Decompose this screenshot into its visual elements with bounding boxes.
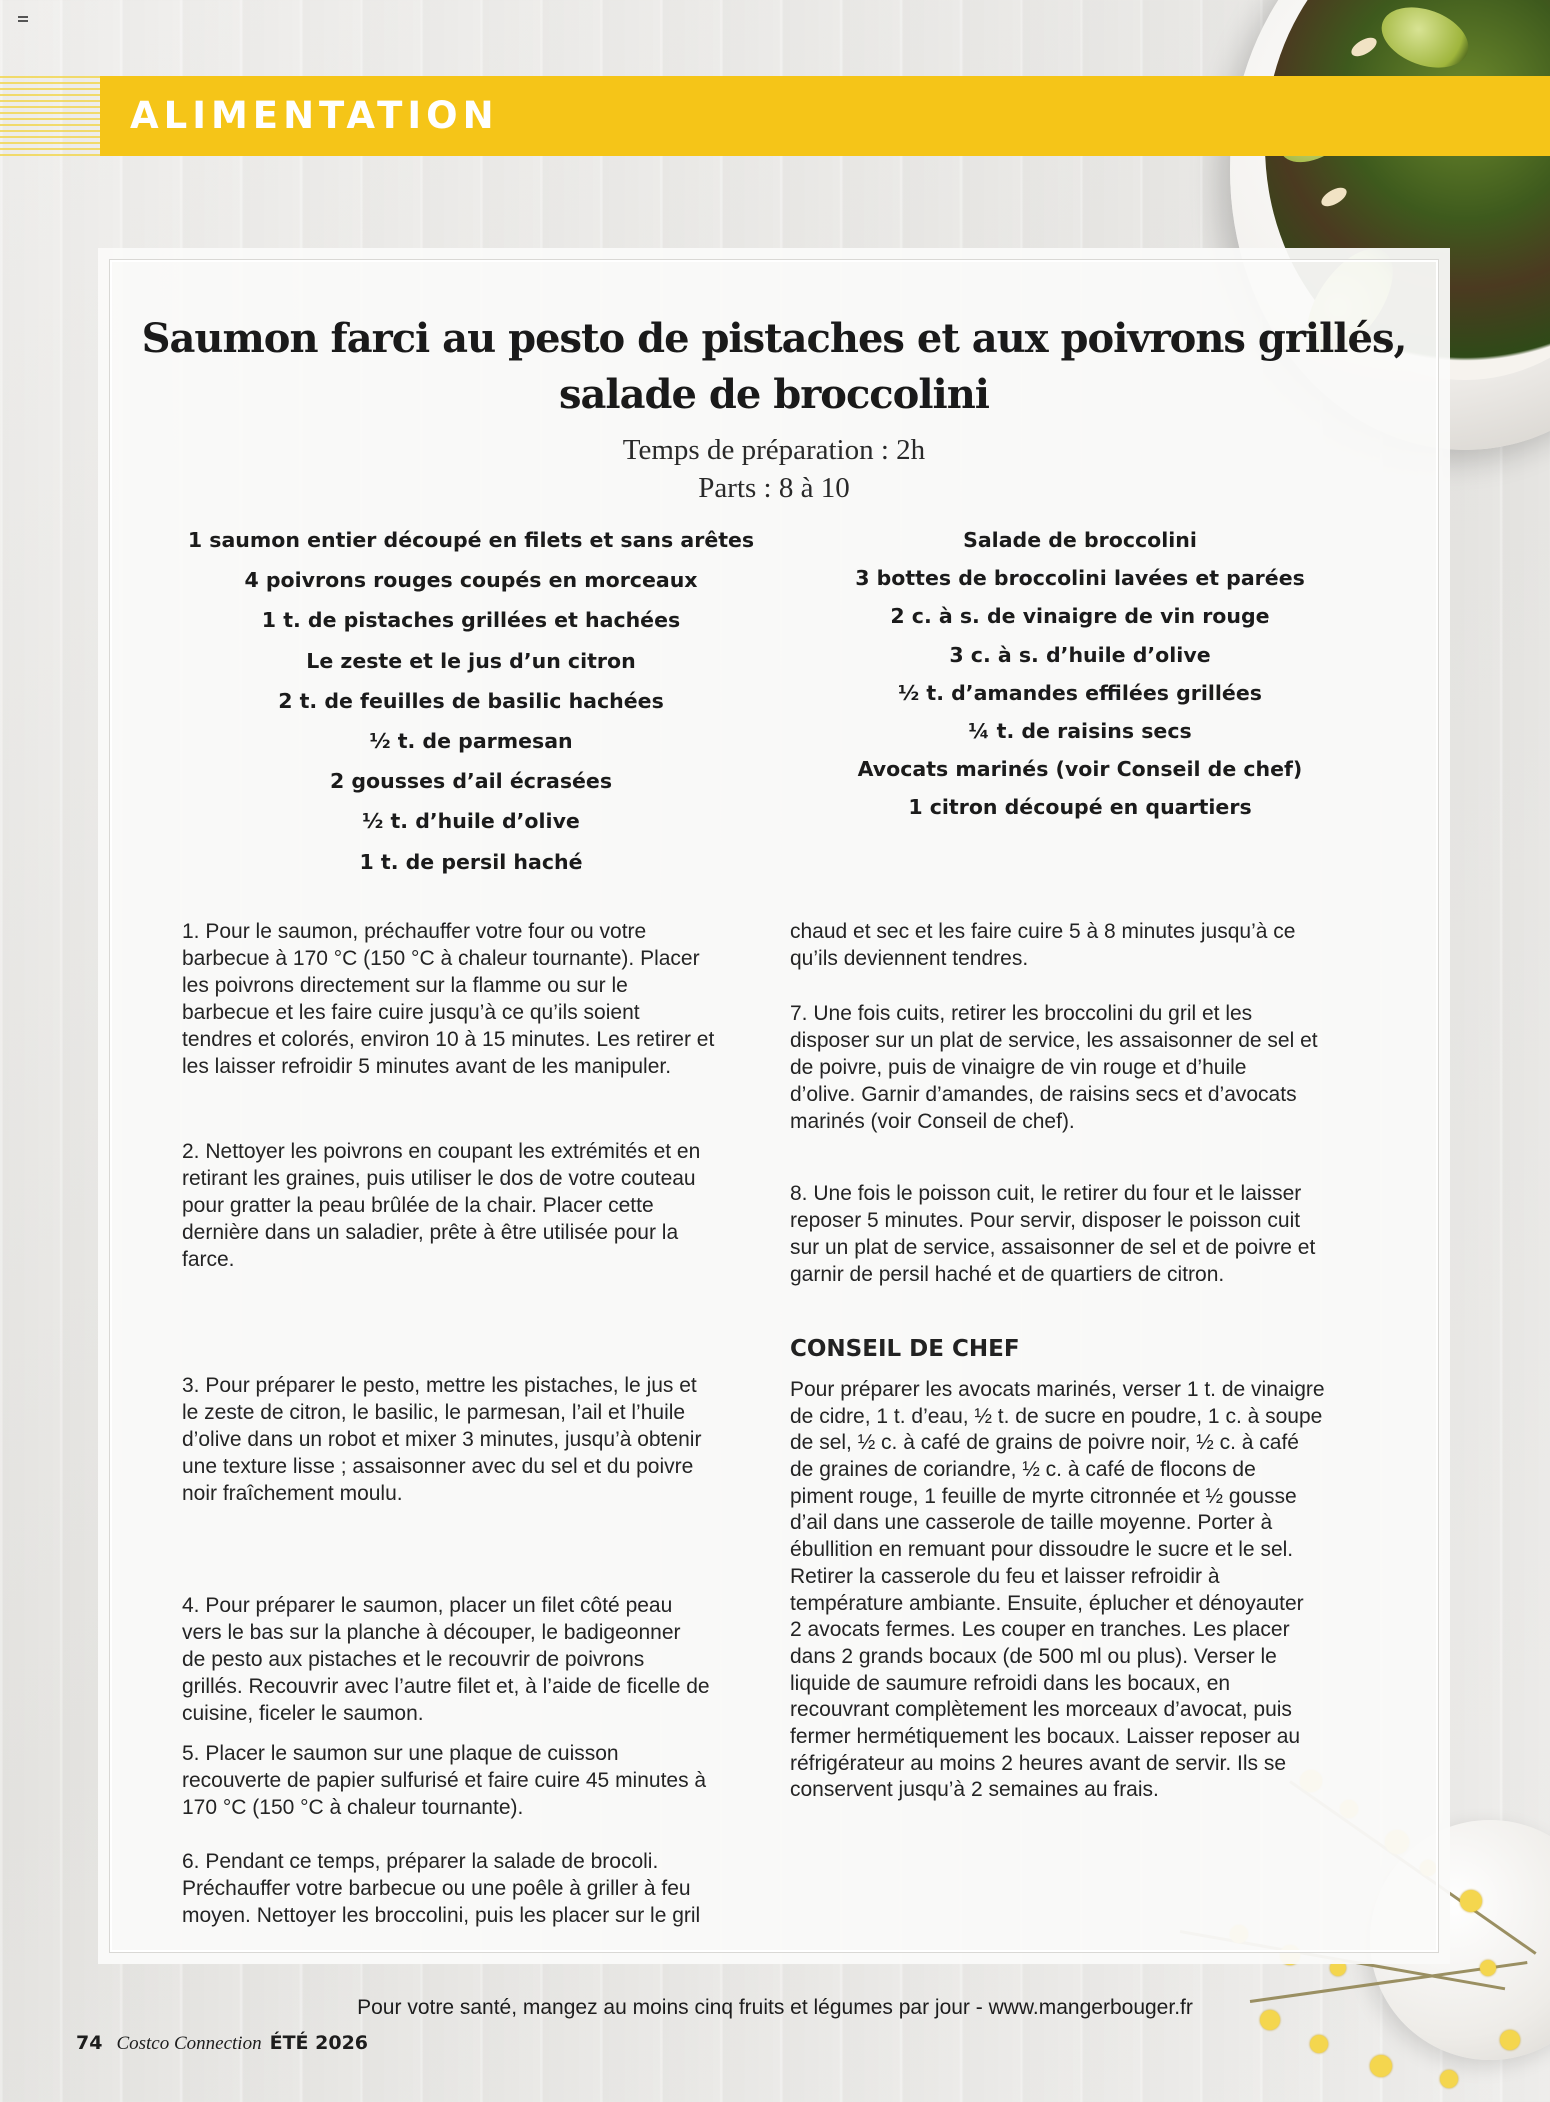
step-line: retirant les graines, puis utiliser le dos de votre couteau [182,1167,696,1190]
recipe-step [182,1848,762,1929]
page-folio [76,2032,368,2055]
chef-tip-line: recouvrant complètement les morceaux d’avocat, puis [790,1698,1292,1722]
section-banner [100,76,1550,156]
step-line: 4. Pour préparer le saumon, placer un filet côté peau [182,1594,673,1617]
prep-time: Temps de préparation : 2h [622,434,926,466]
step-line: 7. Une fois cuits, retirer les broccolini du gril et les [790,1002,1253,1025]
step-line: vers le bas sur la planche à découper, le badigeonner [182,1621,681,1644]
recipe-step [182,1372,762,1507]
step-line: barbecue à 170 °C (150 °C à chaleur tournante). Placer [182,947,700,970]
issue-date: ÉTÉ 2026 [269,2032,369,2054]
banner-stripes [0,76,100,156]
chef-tip-line: température ambiante. Ensuite, éplucher et dénoyauter [790,1591,1304,1615]
step-line: les laisser refroidir 5 minutes avant de les manipuler. [182,1055,672,1078]
recipe-step [182,1592,762,1727]
step-line: qu’ils deviennent tendres. [790,947,1029,970]
step-line: reposer 5 minutes. Pour servir, disposer le poisson cuit [790,1209,1301,1232]
ingredient-item: 2 c. à s. de vinaigre de vin rouge [890,604,1270,629]
recipe-step [790,1180,1370,1288]
step-line: 5. Placer le saumon sur une plaque de cuisson [182,1742,619,1765]
chef-tip-line: Pour préparer les avocats marinés, verser 1 t. de vinaigre [790,1378,1325,1401]
menu-icon [18,16,28,24]
chef-tip-line: conservent jusqu’à 2 semaines au frais. [790,1778,1159,1802]
step-line: de pesto aux pistaches et le recouvrir de poivrons [182,1648,645,1671]
recipe-step [790,1000,1370,1135]
recipe-title [98,311,1450,423]
step-line: d’olive. Garnir d’amandes, de raisins secs et d’avocats [790,1083,1297,1106]
ingredient-item: 3 bottes de broccolini lavées et parées [855,566,1305,591]
ingredient-item: Le zeste et le jus d’un citron [306,648,636,673]
recipe-step [182,1740,762,1821]
ingredient-item: 2 gousses d’ail écrasées [329,769,613,794]
chef-tip-line: fermer hermétiquement les bocaux. Laisser reposer au [790,1724,1301,1748]
ingredient-item: 1 citron découpé en quartiers [908,795,1252,820]
ingredient-item: Avocats marinés (voir Conseil de chef) [857,757,1303,782]
step-line: noir fraîchement moulu. [182,1482,403,1505]
step-line: dernière dans un saladier, prête à être utilisée pour la [182,1221,679,1244]
step-line: recouverte de papier sulfurisé et faire cuire 45 minutes à [182,1769,707,1792]
step-line: tendres et colorés, environ 10 à 15 minutes. Les retirer et [182,1028,715,1051]
chef-tip-line: réfrigérateur au moins 2 heures avant de servir. Ils se [790,1751,1287,1775]
recipe-card [98,248,1450,1964]
step-line: chaud et sec et les faire cuire 5 à 8 minutes jusqu’à ce [790,920,1296,943]
recipe-step [790,918,1370,972]
step-line: les poivrons directement sur la flamme ou sur le [182,974,628,997]
ingredient-item: ½ t. d’amandes effilées grillées [898,680,1262,705]
step-line: une texture lisse ; assaisonner avec du sel et du poivre [182,1455,694,1478]
recipe-step [182,918,762,1080]
section-title: ALIMENTATION [130,94,499,137]
step-line: 1. Pour le saumon, préchauffer votre four ou votre [182,920,647,943]
chef-tip-line: Retirer la casserole du feu et laisser refroidir à [790,1564,1220,1588]
step-line: barbecue et les faire cuire jusqu’à ce qu’ils soient [182,1001,640,1024]
servings: Parts : 8 à 10 [698,472,850,504]
ingredient-item: 1 saumon entier découpé en filets et sans arêtes [187,528,755,552]
ingredient-item: 4 poivrons rouges coupés en morceaux [244,568,698,593]
step-line: 3. Pour préparer le pesto, mettre les pistaches, le jus et [182,1374,697,1397]
chef-tip-line: piment rouge, 1 feuille de myrte citronnée et ½ gousse [790,1484,1297,1508]
step-line: de poivre, puis de vinaigre de vin rouge et d’huile [790,1056,1247,1079]
chef-tip-line: de graines de coriandre, ½ c. à café de flocons de [790,1458,1256,1482]
step-line: 170 °C (150 °C à chaleur tournante). [182,1796,524,1819]
step-line: le zeste de citron, le basilic, le parmesan, l’ail et l’huile [182,1401,686,1424]
recipe-title-line: salade de broccolini [558,371,990,418]
ingredient-item: ½ t. de parmesan [369,729,573,753]
chef-tip-heading: CONSEIL DE CHEF [790,1336,1020,1362]
step-line: d’olive dans un robot et mixer 3 minutes, jusqu’à obtenir [182,1428,702,1451]
ingredient-item: 1 t. de persil haché [359,849,583,874]
step-line: Préchauffer votre barbecue ou une poêle à griller à feu [182,1877,691,1900]
step-line: garnir de persil haché et de quartiers de citron. [790,1263,1225,1286]
step-line: 2. Nettoyer les poivrons en coupant les extrémités et en [182,1140,701,1163]
ingredient-item: 1 t. de pistaches grillées et hachées [261,608,681,633]
ingredient-item: ½ t. d’huile d’olive [362,809,580,834]
chef-tip-body [790,1376,1370,1816]
chef-tip-line: ébullition en remuant pour dissoudre le sucre et le sel. [790,1538,1294,1562]
chef-tip-line: dans 2 grands bocaux (de 500 ml ou plus). Verser le [790,1644,1277,1668]
step-line: disposer sur un plat de service, les assaisonner de sel et [790,1029,1318,1052]
step-line: 6. Pendant ce temps, préparer la salade de brocoli. [182,1850,659,1873]
ingredient-item: ¼ t. de raisins secs [968,719,1192,743]
ingredient-item: Salade de broccolini [963,528,1197,552]
step-line: cuisine, ficeler le saumon. [182,1702,424,1725]
step-line: sur un plat de service, assaisonner de sel et de poivre et [790,1236,1316,1259]
step-line: grillés. Recouvrir avec l’autre filet et, à l’aide de ficelle de [182,1675,710,1698]
health-notice: Pour votre santé, mangez au moins cinq fruits et légumes par jour - www.mangerbouger.fr [357,1996,1193,2019]
chef-tip-line: de sel, ½ c. à café de grains de poivre noir, ½ c. à café [790,1431,1299,1455]
chef-tip-line: d’ail dans une casserole de taille moyenne. Porter à [790,1511,1273,1535]
step-line: marinés (voir Conseil de chef). [790,1110,1075,1133]
page-number: 74 [76,2032,103,2054]
ingredient-item: 2 t. de feuilles de basilic hachées [278,688,664,713]
steps-column-left [182,918,762,1927]
recipe-title-line: Saumon farci au pesto de pistaches et aux poivrons grillés, [141,315,1407,362]
recipe-step [182,1138,762,1273]
ingredient-item: 3 c. à s. d’huile d’olive [949,642,1211,667]
step-line: farce. [182,1248,235,1271]
step-line: moyen. Nettoyer les broccolini, puis les placer sur le gril [182,1904,701,1927]
chef-tip-line: 2 avocats fermes. Les couper en tranches. Les placer [790,1618,1290,1642]
magazine-name: Costco Connection [116,2033,262,2054]
step-line: 8. Une fois le poisson cuit, le retirer du four et le laisser [790,1182,1302,1205]
step-line: pour gratter la peau brûlée de la chair. Placer cette [182,1194,654,1217]
chef-tip-line: de cidre, 1 t. d’eau, ½ t. de sucre en poudre, 1 c. à soupe [790,1404,1323,1428]
chef-tip-line: liquide de saumure refroidi dans les bocaux, en [790,1671,1231,1695]
